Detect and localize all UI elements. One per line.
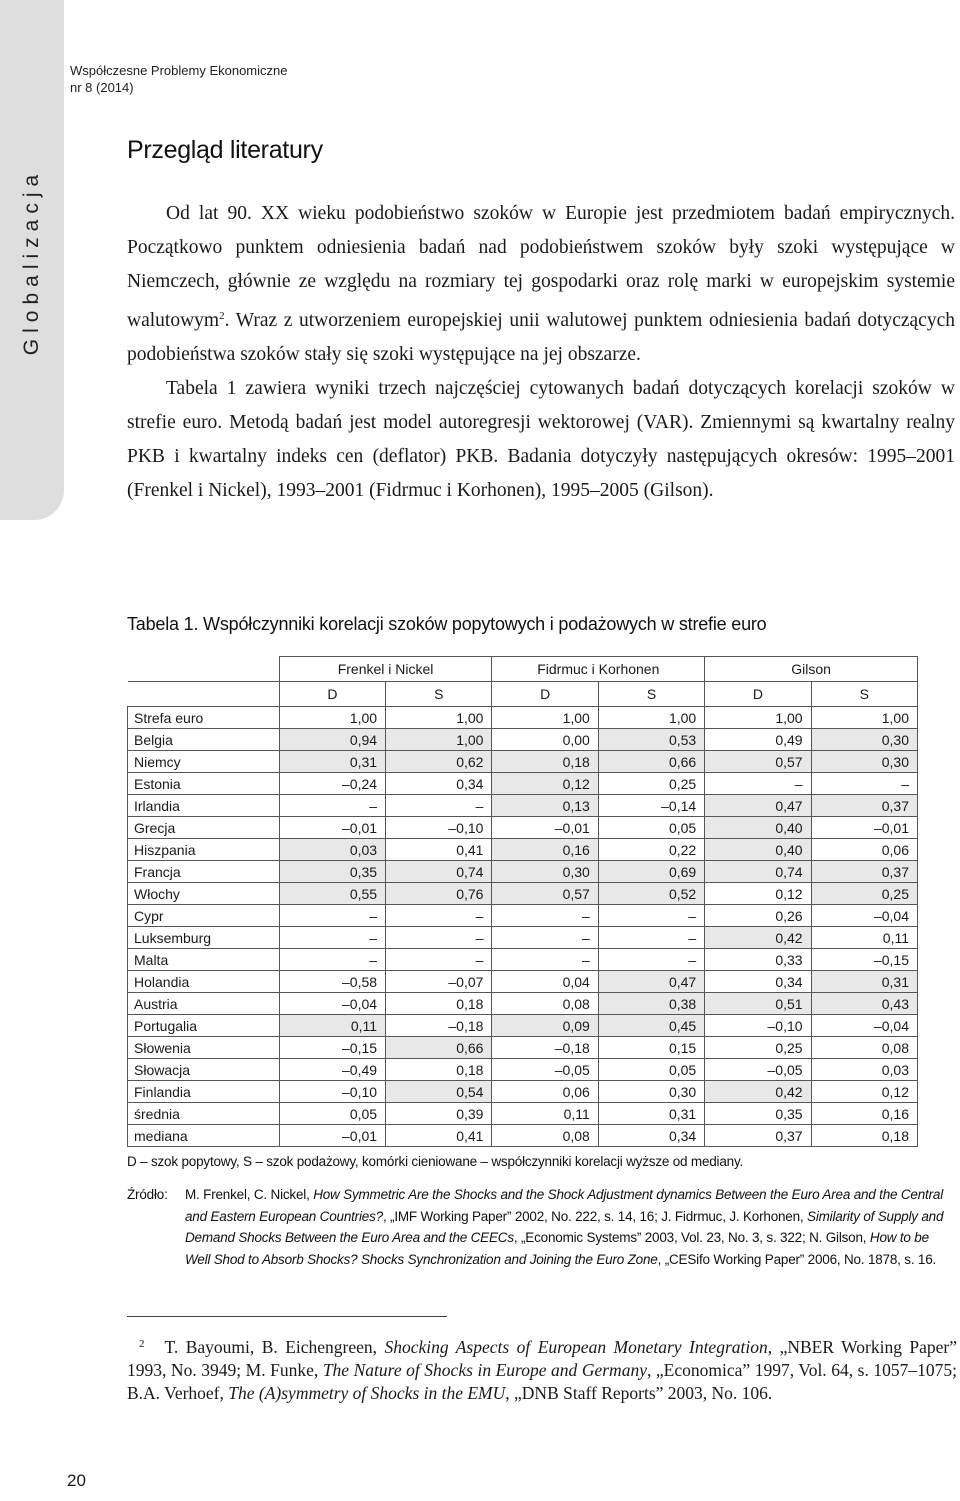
value-cell: – bbox=[386, 949, 492, 971]
value-cell: –0,58 bbox=[279, 971, 385, 993]
table-row bbox=[128, 1015, 918, 1037]
value-cell: – bbox=[492, 927, 598, 949]
table-row bbox=[128, 861, 918, 883]
value-cell: –0,01 bbox=[492, 817, 598, 839]
country-cell: średnia bbox=[128, 1103, 280, 1125]
value-cell: 0,30 bbox=[598, 1081, 704, 1103]
table-source bbox=[127, 1184, 957, 1270]
value-cell: 0,06 bbox=[811, 839, 917, 861]
value-cell: 0,03 bbox=[811, 1059, 917, 1081]
section-side-tab bbox=[0, 0, 64, 520]
value-cell: –0,15 bbox=[811, 949, 917, 971]
section-side-tab-label: Globalizacja bbox=[20, 168, 43, 356]
value-cell: 0,13 bbox=[492, 795, 598, 817]
value-cell: 0,34 bbox=[705, 971, 811, 993]
value-cell: 0,12 bbox=[811, 1081, 917, 1103]
value-cell: 0,55 bbox=[279, 883, 385, 905]
value-cell: 0,76 bbox=[386, 883, 492, 905]
cited-title: Similarity of Supply and Demand Shocks Between the Euro Area and the CEECs bbox=[185, 1208, 944, 1245]
value-cell: 0,31 bbox=[598, 1103, 704, 1125]
table-row bbox=[128, 949, 918, 971]
value-cell: 0,18 bbox=[386, 1059, 492, 1081]
value-cell: –0,05 bbox=[492, 1059, 598, 1081]
citation-text: , „DNB Staff Reports” 2003, No. 106. bbox=[505, 1383, 773, 1403]
study-header: Fidrmuc i Korhonen bbox=[492, 657, 705, 682]
value-cell: 0,22 bbox=[598, 839, 704, 861]
value-cell: 0,25 bbox=[705, 1037, 811, 1059]
country-cell: Finlandia bbox=[128, 1081, 280, 1103]
country-cell: Niemcy bbox=[128, 751, 280, 773]
value-cell: 1,00 bbox=[598, 707, 704, 729]
study-header: Gilson bbox=[705, 657, 918, 682]
value-cell: 0,11 bbox=[279, 1015, 385, 1037]
table-row bbox=[128, 707, 918, 729]
value-cell: 0,18 bbox=[811, 1125, 917, 1147]
table-row bbox=[128, 1037, 918, 1059]
value-cell: – bbox=[386, 927, 492, 949]
table-row bbox=[128, 883, 918, 905]
value-cell: 0,40 bbox=[705, 817, 811, 839]
value-cell: 0,06 bbox=[492, 1081, 598, 1103]
table-body bbox=[128, 707, 918, 1147]
country-cell: Luksemburg bbox=[128, 927, 280, 949]
citation-text: , „IMF Working Paper” 2002, No. 222, s. 14, 16; J. Fidrmuc, J. Korhonen, bbox=[382, 1208, 808, 1224]
value-cell: – bbox=[386, 905, 492, 927]
table-subheader-row bbox=[128, 682, 918, 707]
correlation-table bbox=[127, 656, 918, 1147]
value-cell: – bbox=[279, 795, 385, 817]
country-cell: Portugalia bbox=[128, 1015, 280, 1037]
value-cell: 0,00 bbox=[492, 729, 598, 751]
value-cell: 0,33 bbox=[705, 949, 811, 971]
country-cell: Hiszpania bbox=[128, 839, 280, 861]
value-cell: –0,14 bbox=[598, 795, 704, 817]
citation-text: , „NBER Working Paper” 1993, No. 3949; M. Funke, bbox=[127, 1337, 958, 1380]
value-cell: –0,15 bbox=[279, 1037, 385, 1059]
value-cell: 1,00 bbox=[279, 707, 385, 729]
shock-type-header: D bbox=[492, 682, 598, 707]
value-cell: 0,03 bbox=[279, 839, 385, 861]
country-cell: Malta bbox=[128, 949, 280, 971]
value-cell: 0,12 bbox=[492, 773, 598, 795]
table-row bbox=[128, 971, 918, 993]
value-cell: 0,53 bbox=[598, 729, 704, 751]
value-cell: 1,00 bbox=[386, 707, 492, 729]
value-cell: 0,35 bbox=[705, 1103, 811, 1125]
value-cell: –0,10 bbox=[705, 1015, 811, 1037]
value-cell: –0,01 bbox=[279, 1125, 385, 1147]
value-cell: 0,47 bbox=[705, 795, 811, 817]
value-cell: – bbox=[705, 773, 811, 795]
country-cell: Holandia bbox=[128, 971, 280, 993]
paragraph-1-text-a: Od lat 90. XX wieku podobieństwo szoków w Europie jest przedmiotem badań empirycznych. Początkowo punktem odniesienia badań nad podobieństwem szoków były szoki występujące w Niemczech, głównie ze względu na rozmiary tej gospodarki oraz rolę marki w europejskim systemie walutowym bbox=[127, 203, 955, 331]
value-cell: –0,10 bbox=[386, 817, 492, 839]
value-cell: 0,11 bbox=[492, 1103, 598, 1125]
source-label: Źródło: bbox=[127, 1187, 168, 1202]
citation-text: , „Economica” 1997, Vol. 64, s. 1057–1075; B.A. Verhoef, bbox=[127, 1360, 958, 1403]
page-number: 20 bbox=[67, 1471, 86, 1490]
country-cell: Belgia bbox=[128, 729, 280, 751]
value-cell: 0,05 bbox=[598, 1059, 704, 1081]
country-cell: Słowacja bbox=[128, 1059, 280, 1081]
value-cell: 0,31 bbox=[279, 751, 385, 773]
shock-type-header: S bbox=[811, 682, 917, 707]
table-row bbox=[128, 1081, 918, 1103]
value-cell: –0,10 bbox=[279, 1081, 385, 1103]
value-cell: 0,41 bbox=[386, 1125, 492, 1147]
journal-title: Współczesne Problemy Ekonomiczne bbox=[70, 63, 288, 78]
value-cell: –0,49 bbox=[279, 1059, 385, 1081]
table-row bbox=[128, 817, 918, 839]
value-cell: 0,66 bbox=[598, 751, 704, 773]
value-cell: –0,01 bbox=[279, 817, 385, 839]
value-cell: – bbox=[386, 795, 492, 817]
value-cell: 0,26 bbox=[705, 905, 811, 927]
cited-title: The (A)symmetry of Shocks in the EMU bbox=[228, 1383, 506, 1403]
value-cell: 0,08 bbox=[811, 1037, 917, 1059]
value-cell: 1,00 bbox=[811, 707, 917, 729]
value-cell: 0,66 bbox=[386, 1037, 492, 1059]
value-cell: 0,05 bbox=[279, 1103, 385, 1125]
value-cell: 0,69 bbox=[598, 861, 704, 883]
citation-text: T. Bayoumi, B. Eichengreen, bbox=[164, 1337, 385, 1357]
paragraph-1 bbox=[127, 197, 955, 372]
value-cell: 0,43 bbox=[811, 993, 917, 1015]
value-cell: – bbox=[279, 927, 385, 949]
section-title: Przegląd literatury bbox=[127, 136, 323, 164]
footnote-text bbox=[127, 1337, 957, 1403]
footnote-reference: 2 bbox=[219, 310, 225, 322]
shock-type-header: S bbox=[598, 682, 704, 707]
value-cell: –0,01 bbox=[811, 817, 917, 839]
value-cell: – bbox=[279, 905, 385, 927]
table-corner-cell bbox=[128, 682, 280, 707]
table-row bbox=[128, 927, 918, 949]
country-cell: Austria bbox=[128, 993, 280, 1015]
country-cell: Strefa euro bbox=[128, 707, 280, 729]
table-row bbox=[128, 729, 918, 751]
running-header bbox=[70, 62, 287, 96]
value-cell: 0,30 bbox=[811, 729, 917, 751]
value-cell: 0,35 bbox=[279, 861, 385, 883]
value-cell: 0,51 bbox=[705, 993, 811, 1015]
value-cell: 1,00 bbox=[492, 707, 598, 729]
country-cell: Słowenia bbox=[128, 1037, 280, 1059]
table-row bbox=[128, 773, 918, 795]
value-cell: 0,42 bbox=[705, 1081, 811, 1103]
footnote bbox=[127, 1333, 957, 1405]
value-cell: –0,04 bbox=[811, 905, 917, 927]
value-cell: 0,05 bbox=[598, 817, 704, 839]
table-note: D – szok popytowy, S – szok podażowy, komórki cieniowane – współczynniki korelacji wyższe od mediany. bbox=[127, 1154, 744, 1169]
value-cell: 0,25 bbox=[811, 883, 917, 905]
value-cell: 0,47 bbox=[598, 971, 704, 993]
table-row bbox=[128, 751, 918, 773]
value-cell: 0,18 bbox=[492, 751, 598, 773]
footnote-separator bbox=[127, 1316, 447, 1317]
value-cell: 0,74 bbox=[386, 861, 492, 883]
value-cell: 0,04 bbox=[492, 971, 598, 993]
body-text bbox=[127, 197, 955, 508]
table-corner-cell bbox=[128, 657, 280, 682]
table-row bbox=[128, 1125, 918, 1147]
value-cell: 1,00 bbox=[705, 707, 811, 729]
value-cell: –0,04 bbox=[811, 1015, 917, 1037]
value-cell: 0,37 bbox=[811, 795, 917, 817]
paragraph-1-text-b: . Wraz z utworzeniem europejskiej unii walutowej punktem odniesienia badań dotyczących podobieństwa szoków stały się szoki występujące na jej obszarze. bbox=[127, 310, 955, 365]
value-cell: 0,54 bbox=[386, 1081, 492, 1103]
value-cell: 0,31 bbox=[811, 971, 917, 993]
value-cell: 0,30 bbox=[811, 751, 917, 773]
paragraph-2: Tabela 1 zawiera wyniki trzech najczęściej cytowanych badań dotyczących korelacji szoków w strefie euro. Metodą badań jest model autoregresji wektorowej (VAR). Zmiennymi są kwartalny realny PKB i kwartalny indeks cen (deflator) PKB. Badania dotyczyły następujących okresów: 1995–2001 (Frenkel i Nickel), 1993–2001 (Fidrmuc i Korhonen), 1995–2005 (Gilson). bbox=[127, 378, 955, 501]
value-cell: 0,41 bbox=[386, 839, 492, 861]
value-cell: 0,34 bbox=[386, 773, 492, 795]
value-cell: –0,04 bbox=[279, 993, 385, 1015]
citation-text: , „CESifo Working Paper” 2006, No. 1878, s. 16. bbox=[657, 1251, 937, 1267]
source-text bbox=[185, 1184, 957, 1270]
value-cell: 0,09 bbox=[492, 1015, 598, 1037]
value-cell: 0,42 bbox=[705, 927, 811, 949]
value-cell: – bbox=[598, 949, 704, 971]
value-cell: 0,34 bbox=[598, 1125, 704, 1147]
country-cell: Włochy bbox=[128, 883, 280, 905]
journal-issue: nr 8 (2014) bbox=[70, 80, 134, 95]
value-cell: 0,16 bbox=[492, 839, 598, 861]
cited-title: Shocking Aspects of European Monetary Integration bbox=[384, 1337, 768, 1357]
value-cell: 0,39 bbox=[386, 1103, 492, 1125]
country-cell: Francja bbox=[128, 861, 280, 883]
value-cell: 0,52 bbox=[598, 883, 704, 905]
value-cell: –0,18 bbox=[386, 1015, 492, 1037]
value-cell: –0,24 bbox=[279, 773, 385, 795]
country-cell: mediana bbox=[128, 1125, 280, 1147]
table-row bbox=[128, 993, 918, 1015]
table-row bbox=[128, 1059, 918, 1081]
country-cell: Estonia bbox=[128, 773, 280, 795]
cited-title: The Nature of Shocks in Europe and Germany bbox=[322, 1360, 647, 1380]
table-row bbox=[128, 795, 918, 817]
cited-title: How to be Well Shod to Absorb Shocks? Shocks Synchronization and Joining the Euro Zone bbox=[185, 1230, 929, 1267]
value-cell: 0,37 bbox=[705, 1125, 811, 1147]
country-cell: Grecja bbox=[128, 817, 280, 839]
value-cell: – bbox=[279, 949, 385, 971]
cited-title: How Symmetric Are the Shocks and the Shock Adjustment dynamics Between the Euro Area and the Central and Eastern European Countries? bbox=[185, 1187, 944, 1224]
citation-text: , „Economic Systems” 2003, Vol. 23, No. 3, s. 322; N. Gilson, bbox=[513, 1230, 870, 1245]
value-cell: 0,16 bbox=[811, 1103, 917, 1125]
value-cell: 0,57 bbox=[705, 751, 811, 773]
citation-text: M. Frenkel, C. Nickel, bbox=[185, 1187, 314, 1202]
value-cell: 0,12 bbox=[705, 883, 811, 905]
value-cell: 0,25 bbox=[598, 773, 704, 795]
value-cell: 0,45 bbox=[598, 1015, 704, 1037]
value-cell: –0,18 bbox=[492, 1037, 598, 1059]
shock-type-header: D bbox=[705, 682, 811, 707]
value-cell: 0,30 bbox=[492, 861, 598, 883]
value-cell: 0,57 bbox=[492, 883, 598, 905]
footnote-number: 2 bbox=[139, 1338, 145, 1350]
value-cell: – bbox=[492, 949, 598, 971]
value-cell: 0,08 bbox=[492, 1125, 598, 1147]
value-cell: 0,38 bbox=[598, 993, 704, 1015]
value-cell: 0,49 bbox=[705, 729, 811, 751]
shock-type-header: D bbox=[279, 682, 385, 707]
table-row bbox=[128, 1103, 918, 1125]
shock-type-header: S bbox=[386, 682, 492, 707]
value-cell: 0,08 bbox=[492, 993, 598, 1015]
value-cell: 1,00 bbox=[386, 729, 492, 751]
value-cell: 0,74 bbox=[705, 861, 811, 883]
table-study-header-row bbox=[128, 657, 918, 682]
table-caption: Tabela 1. Współczynniki korelacji szoków popytowych i podażowych w strefie euro bbox=[127, 614, 767, 634]
value-cell: – bbox=[492, 905, 598, 927]
value-cell: 0,18 bbox=[386, 993, 492, 1015]
country-cell: Cypr bbox=[128, 905, 280, 927]
country-cell: Irlandia bbox=[128, 795, 280, 817]
value-cell: 0,62 bbox=[386, 751, 492, 773]
value-cell: – bbox=[598, 905, 704, 927]
value-cell: – bbox=[598, 927, 704, 949]
value-cell: –0,05 bbox=[705, 1059, 811, 1081]
value-cell: 0,15 bbox=[598, 1037, 704, 1059]
value-cell: 0,11 bbox=[811, 927, 917, 949]
value-cell: 0,37 bbox=[811, 861, 917, 883]
value-cell: 0,94 bbox=[279, 729, 385, 751]
value-cell: –0,07 bbox=[386, 971, 492, 993]
value-cell: – bbox=[811, 773, 917, 795]
table-row bbox=[128, 839, 918, 861]
study-header: Frenkel i Nickel bbox=[279, 657, 492, 682]
table-row bbox=[128, 905, 918, 927]
value-cell: 0,40 bbox=[705, 839, 811, 861]
